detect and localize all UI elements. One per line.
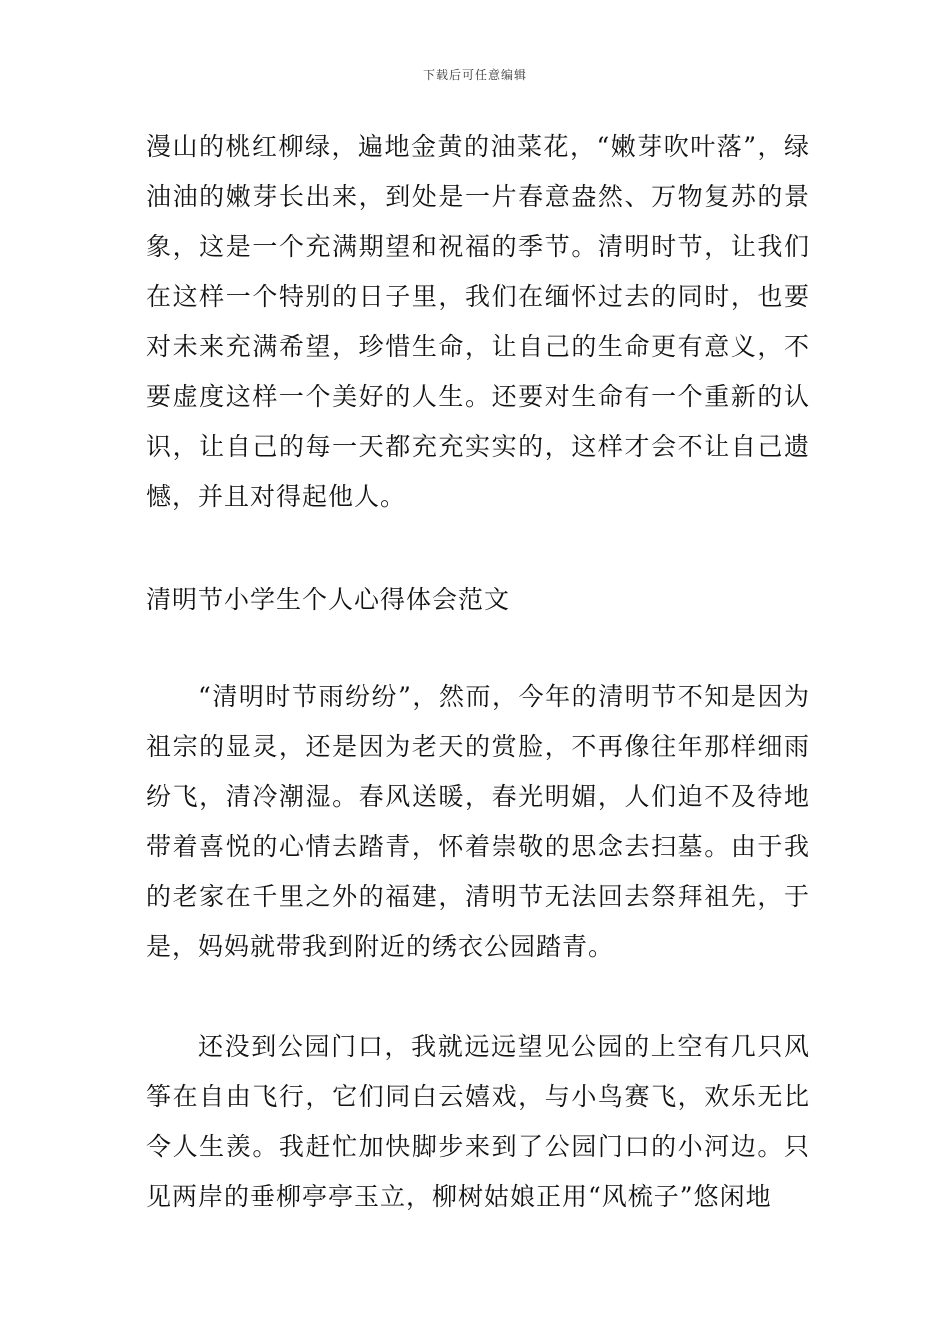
paragraph-1: 漫山的桃红柳绿，遍地金黄的油菜花，“嫩芽吹叶落”，绿油油的嫩芽长出来，到处是一片春意盎然、万物复苏的景象，这是一个充满期望和祝福的季节。清明时节，让我们在这样一个特别的日子里，我们在缅怀过去的同时，也要对未来充满希望，珍惜生命，让自己的生命更有意义，不要虚度这样一个美好的人生。还要对生命有一个重新的认识，让自己的每一天都充充实实的，这样才会不让自己遗憾，并且对得起他人。 xyxy=(146,132,810,511)
paragraph-2: “清明时节雨纷纷”，然而，今年的清明节不知是因为祖宗的显灵，还是因为老天的赏脸，不再像往年那样细雨纷飞，清冷潮湿。春风送暖，春光明媚，人们迫不及待地带着喜悦的心情去踏青，怀着崇敬的思念去扫墓。由于我的老家在千里之外的福建，清明节无法回去祭拜祖先，于是，妈妈就带我到附近的绣衣公园踏青。 xyxy=(146,682,810,961)
section-heading: 清明节小学生个人心得体会范文 xyxy=(146,585,511,614)
paragraph-3: 还没到公园门口，我就远远望见公园的上空有几只风筝在自由飞行，它们同白云嬉戏，与小鸟赛飞，欢乐无比令人生羡。我赶忙加快脚步来到了公园门口的小河边。只见两岸的垂柳亭亭玉立，柳树姑娘正用“风梳子”悠闲地 xyxy=(146,1032,810,1211)
header-note: 下载后可任意编辑 xyxy=(422,68,527,82)
